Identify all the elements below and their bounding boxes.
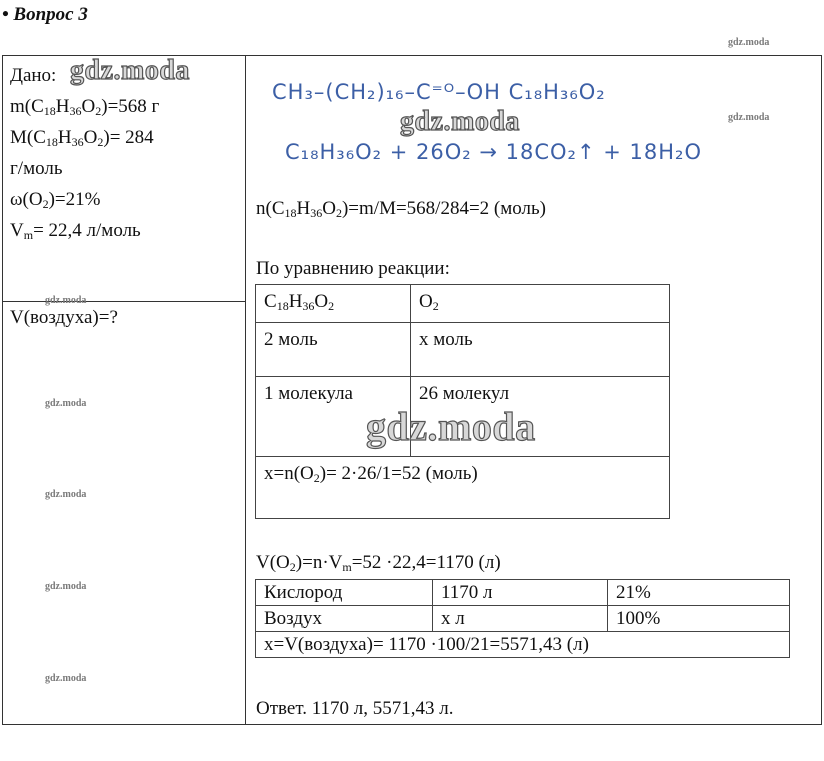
table-row — [256, 632, 790, 658]
table-row — [256, 323, 670, 377]
reaction-table — [255, 284, 670, 519]
table-cell: Кислород — [256, 580, 433, 606]
given-block — [10, 60, 159, 246]
answer-text: Ответ. 1170 л, 5571,43 л. — [256, 698, 454, 719]
table-row — [256, 457, 670, 519]
outer-right-border — [821, 55, 822, 725]
table-cell: x=V(воздуха)= 1170 ·100/21=5571,43 (л) — [256, 632, 790, 658]
table-cell: 26 молекул — [411, 377, 670, 457]
given-molar-unit: г/моль — [10, 158, 63, 179]
watermark-top: gdz.moda — [400, 106, 520, 137]
find-text: V(воздуха)=? — [10, 307, 118, 328]
table-cell: Воздух — [256, 606, 433, 632]
table-cell: $x=n(O_2)= 2\cdot 26/1=52$ (моль) — [256, 457, 670, 519]
moles-calc: $n(C_{18}H_{36}O_2)=m/M=568/284=2$ (моль) — [256, 198, 546, 220]
handwritten-formula: CH₃–(CH₂)₁₆–C⁼ᴼ–OH C₁₈H₃₆O₂ — [272, 80, 606, 104]
given-omega: $\omega(O_2)=21\%$ — [10, 189, 101, 211]
table-cell: 1170 л — [433, 580, 608, 606]
table-cell: $O_2$ — [411, 285, 670, 323]
handwritten-equation: C₁₈H₃₆O₂ + 26O₂ → 18CO₂↑ + 18H₂O — [285, 140, 702, 164]
watermark-small: gdz.moda — [728, 112, 770, 123]
by-equation-text: По уравнению реакции: — [256, 258, 450, 279]
watermark-small: gdz.moda — [45, 398, 87, 409]
volume-calc: $V(O_2)=n\cdot V_m=52 \cdot 22,4=1170$ (л) — [256, 552, 501, 574]
table-row — [256, 580, 790, 606]
page-title: • Вопрос 3 — [2, 4, 88, 25]
column-divider — [245, 55, 246, 725]
table-cell: 2 моль — [256, 323, 411, 377]
table-cell: $C_{18}H_{36}O_2$ — [256, 285, 411, 323]
table-row — [256, 606, 790, 632]
table-cell: x л — [433, 606, 608, 632]
outer-bottom-border — [2, 724, 822, 725]
table-cell: 21% — [608, 580, 790, 606]
air-table — [255, 579, 790, 658]
watermark-small: gdz.moda — [45, 295, 87, 306]
outer-left-border — [2, 55, 3, 725]
watermark-small: gdz.moda — [45, 673, 87, 684]
given-molar-mass: $M(C_{18}H_{36}O_2)= 284$ — [10, 127, 154, 149]
given-label: Дано: — [10, 65, 57, 86]
watermark-center: gdz.moda — [366, 404, 536, 449]
watermark-small: gdz.moda — [728, 37, 770, 48]
table-row — [256, 285, 670, 323]
given-find-divider — [2, 301, 246, 302]
watermark-given: gdz.moda — [70, 55, 190, 86]
table-cell: x моль — [411, 323, 670, 377]
given-mass: $m(C_{18}H_{36}O_2)=568$ г — [10, 96, 160, 118]
watermark-small: gdz.moda — [45, 489, 87, 500]
given-molar-volume: $V_m= 22,4$ л/моль — [10, 220, 141, 242]
table-cell: 100% — [608, 606, 790, 632]
watermark-small: gdz.moda — [45, 581, 87, 592]
table-cell: 1 молекула — [256, 377, 411, 457]
